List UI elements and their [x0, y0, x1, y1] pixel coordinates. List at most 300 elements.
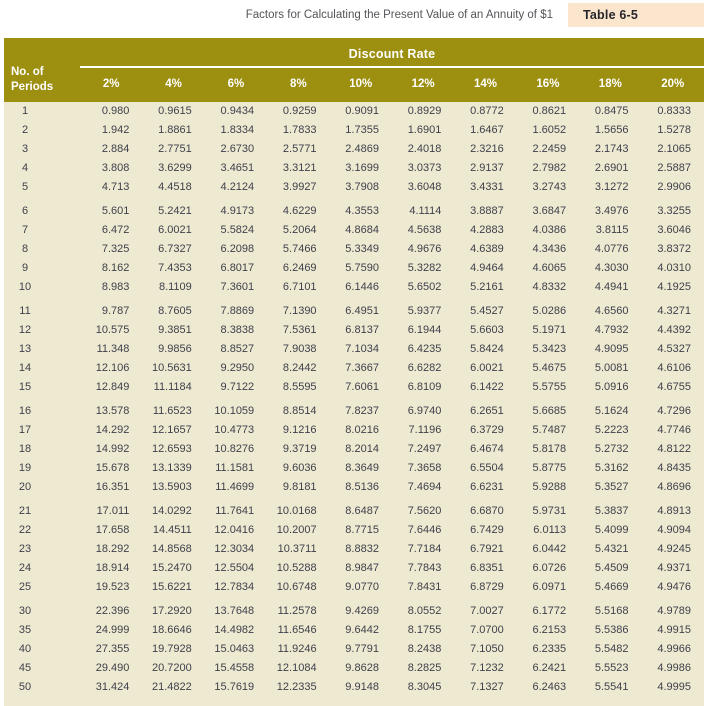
- factor-cell: 11.6523: [142, 402, 204, 421]
- factor-cell: 7.1327: [454, 678, 516, 697]
- factor-cell: 6.1446: [330, 278, 392, 297]
- factor-cell: 6.1422: [454, 378, 516, 397]
- factor-cell: 3.8887: [454, 202, 516, 221]
- factor-cell: 5.3349: [330, 240, 392, 259]
- page-title: Factors for Calculating the Present Value of an Annuity of $1: [245, 9, 553, 21]
- factor-cell: 2.7982: [517, 159, 579, 178]
- factor-cell: 6.0442: [517, 540, 579, 559]
- column-header-18pct: 18%: [579, 67, 641, 102]
- factor-cell: 3.808: [80, 159, 142, 178]
- factor-cell: 13.1339: [142, 459, 204, 478]
- factor-cell: 3.8115: [579, 221, 641, 240]
- factor-cell: 7.1232: [454, 659, 516, 678]
- period-cell: 2: [4, 121, 80, 140]
- factor-cell: 4.9789: [642, 602, 704, 621]
- period-cell: 20: [4, 478, 80, 497]
- factor-cell: 1.5656: [579, 121, 641, 140]
- table-row: [4, 359, 704, 378]
- table-row: [4, 621, 704, 640]
- factor-cell: 7.3601: [205, 278, 267, 297]
- factor-cell: 8.3649: [330, 459, 392, 478]
- factor-cell: 5.8424: [454, 340, 516, 359]
- period-cell: 21: [4, 502, 80, 521]
- period-cell: 9: [4, 259, 80, 278]
- factor-cell: 4.3553: [330, 202, 392, 221]
- table-row: [4, 521, 704, 540]
- period-cell: 4: [4, 159, 80, 178]
- factor-cell: 4.9966: [642, 640, 704, 659]
- factor-cell: 0.8621: [517, 102, 579, 121]
- factor-cell: 7.0027: [454, 602, 516, 621]
- factor-cell: 10.5631: [142, 359, 204, 378]
- factor-cell: 0.9259: [267, 102, 329, 121]
- factor-cell: 7.6446: [392, 521, 454, 540]
- table-row: [4, 640, 704, 659]
- factor-cell: 4.8435: [642, 459, 704, 478]
- factor-cell: 2.6730: [205, 140, 267, 159]
- table-row: [4, 121, 704, 140]
- factor-cell: 7.7184: [392, 540, 454, 559]
- factor-cell: 19.7928: [142, 640, 204, 659]
- factor-cell: 5.4321: [579, 540, 641, 559]
- factor-cell: 7.7843: [392, 559, 454, 578]
- factor-cell: 7.1050: [454, 640, 516, 659]
- factor-cell: 5.4527: [454, 302, 516, 321]
- factor-cell: 11.1184: [142, 378, 204, 397]
- factor-cell: 7.3667: [330, 359, 392, 378]
- factor-table: [4, 38, 704, 697]
- table-row: [4, 659, 704, 678]
- factor-cell: 12.3034: [205, 540, 267, 559]
- factor-cell: 10.0168: [267, 502, 329, 521]
- factor-cell: 4.6560: [579, 302, 641, 321]
- factor-cell: 19.523: [80, 578, 142, 597]
- factor-cell: 6.1772: [517, 602, 579, 621]
- factor-cell: 3.6299: [142, 159, 204, 178]
- factor-cell: 5.1971: [517, 321, 579, 340]
- factor-cell: 17.658: [80, 521, 142, 540]
- factor-cell: 4.2883: [454, 221, 516, 240]
- factor-cell: 29.490: [80, 659, 142, 678]
- factor-cell: 6.9740: [392, 402, 454, 421]
- table-row: [4, 378, 704, 397]
- factor-cell: 6.4674: [454, 440, 516, 459]
- period-cell: 50: [4, 678, 80, 697]
- factor-cell: 8.3838: [205, 321, 267, 340]
- factor-cell: 14.292: [80, 421, 142, 440]
- factor-cell: 5.5755: [517, 378, 579, 397]
- factor-cell: 3.4651: [205, 159, 267, 178]
- factor-cell: 5.0286: [517, 302, 579, 321]
- factor-cell: 9.3719: [267, 440, 329, 459]
- factor-cell: 9.8628: [330, 659, 392, 678]
- factor-cell: 2.9137: [454, 159, 516, 178]
- factor-cell: 6.6870: [454, 502, 516, 521]
- factor-cell: 13.578: [80, 402, 142, 421]
- factor-cell: 6.2651: [454, 402, 516, 421]
- factor-cell: 20.7200: [142, 659, 204, 678]
- factor-cell: 5.2223: [579, 421, 641, 440]
- factor-cell: 9.4269: [330, 602, 392, 621]
- factor-cell: 2.1743: [579, 140, 641, 159]
- period-cell: 16: [4, 402, 80, 421]
- factor-cell: 5.1624: [579, 402, 641, 421]
- factor-cell: 6.0113: [517, 521, 579, 540]
- factor-cell: 5.9377: [392, 302, 454, 321]
- factor-cell: 17.2920: [142, 602, 204, 621]
- factor-cell: 7.0700: [454, 621, 516, 640]
- factor-cell: 2.1065: [642, 140, 704, 159]
- factor-cell: 3.6048: [392, 178, 454, 197]
- factor-cell: 22.396: [80, 602, 142, 621]
- factor-cell: 4.0386: [517, 221, 579, 240]
- factor-cell: 2.4869: [330, 140, 392, 159]
- factor-cell: 4.3271: [642, 302, 704, 321]
- factor-cell: 6.4235: [392, 340, 454, 359]
- period-cell: 7: [4, 221, 80, 240]
- factor-cell: 5.2161: [454, 278, 516, 297]
- table-row: [4, 221, 704, 240]
- period-cell: 13: [4, 340, 80, 359]
- factor-cell: 15.6221: [142, 578, 204, 597]
- factor-cell: 4.2124: [205, 178, 267, 197]
- factor-cell: 5.4669: [579, 578, 641, 597]
- factor-cell: 4.6106: [642, 359, 704, 378]
- factor-cell: 0.8475: [579, 102, 641, 121]
- factor-cell: 4.9173: [205, 202, 267, 221]
- factor-cell: 2.884: [80, 140, 142, 159]
- factor-cell: 5.3837: [579, 502, 641, 521]
- factor-cell: 9.6036: [267, 459, 329, 478]
- table-row: [4, 459, 704, 478]
- factor-cell: 6.8729: [454, 578, 516, 597]
- factor-cell: 5.7487: [517, 421, 579, 440]
- table-row: [4, 321, 704, 340]
- factor-cell: 6.2469: [267, 259, 329, 278]
- factor-cell: 2.5771: [267, 140, 329, 159]
- factor-cell: 9.0770: [330, 578, 392, 597]
- factor-cell: 5.4675: [517, 359, 579, 378]
- factor-cell: 5.601: [80, 202, 142, 221]
- factor-cell: 9.1216: [267, 421, 329, 440]
- period-cell: 3: [4, 140, 80, 159]
- factor-cell: 8.1755: [392, 621, 454, 640]
- factor-cell: 5.6603: [454, 321, 516, 340]
- factor-cell: 4.9676: [392, 240, 454, 259]
- factor-cell: 3.0373: [392, 159, 454, 178]
- period-cell: 40: [4, 640, 80, 659]
- factor-cell: 5.2732: [579, 440, 641, 459]
- factor-cell: 4.9476: [642, 578, 704, 597]
- factor-cell: 7.6061: [330, 378, 392, 397]
- factor-cell: 15.4558: [205, 659, 267, 678]
- factor-cell: 8.1109: [142, 278, 204, 297]
- factor-cell: 2.4018: [392, 140, 454, 159]
- factor-cell: 6.7921: [454, 540, 516, 559]
- rate-header-row: [4, 67, 704, 102]
- table-row: [4, 678, 704, 697]
- factor-cell: 9.9148: [330, 678, 392, 697]
- factor-cell: 10.8276: [205, 440, 267, 459]
- factor-cell: 3.2743: [517, 178, 579, 197]
- factor-cell: 9.2950: [205, 359, 267, 378]
- table-row: [4, 159, 704, 178]
- table-row: [4, 178, 704, 197]
- factor-cell: 4.5327: [642, 340, 704, 359]
- factor-cell: 15.7619: [205, 678, 267, 697]
- factor-cell: 4.9095: [579, 340, 641, 359]
- table-row: [4, 278, 704, 297]
- factor-cell: 0.9615: [142, 102, 204, 121]
- period-cell: 17: [4, 421, 80, 440]
- factor-cell: 4.7746: [642, 421, 704, 440]
- table-row: [4, 202, 704, 221]
- factor-cell: 0.9091: [330, 102, 392, 121]
- factor-cell: 10.5288: [267, 559, 329, 578]
- period-cell: 24: [4, 559, 80, 578]
- factor-cell: 7.4694: [392, 478, 454, 497]
- table-row: [4, 240, 704, 259]
- factor-cell: 4.6389: [454, 240, 516, 259]
- factor-cell: 4.9094: [642, 521, 704, 540]
- factor-cell: 2.3216: [454, 140, 516, 159]
- table-bottom-padding: [4, 697, 704, 706]
- table-row: [4, 102, 704, 121]
- factor-cell: 8.7715: [330, 521, 392, 540]
- factor-cell: 15.678: [80, 459, 142, 478]
- factor-cell: 9.8181: [267, 478, 329, 497]
- factor-cell: 4.8696: [642, 478, 704, 497]
- factor-cell: 12.7834: [205, 578, 267, 597]
- factor-cell: 0.980: [80, 102, 142, 121]
- period-cell: 12: [4, 321, 80, 340]
- factor-cell: 6.7101: [267, 278, 329, 297]
- factor-cell: 7.8237: [330, 402, 392, 421]
- factor-cell: 1.942: [80, 121, 142, 140]
- period-cell: 11: [4, 302, 80, 321]
- factor-cell: 6.2335: [517, 640, 579, 659]
- column-header-10pct: 10%: [330, 67, 392, 102]
- factor-cell: 7.325: [80, 240, 142, 259]
- factor-cell: 21.4822: [142, 678, 204, 697]
- factor-cell: 3.8372: [642, 240, 704, 259]
- title-bar: [0, 0, 704, 38]
- present-value-annuity-table: [4, 38, 704, 697]
- factor-cell: 8.2438: [392, 640, 454, 659]
- factor-cell: 4.4392: [642, 321, 704, 340]
- period-cell: 22: [4, 521, 80, 540]
- column-header-14pct: 14%: [454, 67, 516, 102]
- factor-cell: 2.6901: [579, 159, 641, 178]
- factor-cell: 7.5361: [267, 321, 329, 340]
- factor-cell: 4.9245: [642, 540, 704, 559]
- factor-cell: 4.9464: [454, 259, 516, 278]
- factor-cell: 5.5824: [205, 221, 267, 240]
- factor-cell: 7.1390: [267, 302, 329, 321]
- factor-cell: 0.8772: [454, 102, 516, 121]
- factor-cell: 4.0310: [642, 259, 704, 278]
- factor-cell: 5.3527: [579, 478, 641, 497]
- period-cell: 1: [4, 102, 80, 121]
- factor-cell: 13.7648: [205, 602, 267, 621]
- table-number-label: Table 6-5: [568, 3, 704, 27]
- factor-cell: 2.5887: [642, 159, 704, 178]
- column-header-16pct: 16%: [517, 67, 579, 102]
- factor-cell: 4.8684: [330, 221, 392, 240]
- factor-cell: 6.2421: [517, 659, 579, 678]
- factor-cell: 0.8333: [642, 102, 704, 121]
- factor-cell: 10.2007: [267, 521, 329, 540]
- table-row: [4, 402, 704, 421]
- factor-cell: 4.713: [80, 178, 142, 197]
- period-cell: 15: [4, 378, 80, 397]
- period-cell: 30: [4, 602, 80, 621]
- factor-cell: 8.0552: [392, 602, 454, 621]
- factor-cell: 5.9288: [517, 478, 579, 497]
- factor-cell: 5.6685: [517, 402, 579, 421]
- factor-cell: 3.9927: [267, 178, 329, 197]
- factor-cell: 13.5903: [142, 478, 204, 497]
- factor-cell: 5.9731: [517, 502, 579, 521]
- factor-cell: 1.5278: [642, 121, 704, 140]
- period-cell: 5: [4, 178, 80, 197]
- factor-cell: 5.3423: [517, 340, 579, 359]
- factor-cell: 5.7466: [267, 240, 329, 259]
- table-row: [4, 540, 704, 559]
- period-cell: 25: [4, 578, 80, 597]
- factor-cell: 9.6442: [330, 621, 392, 640]
- factor-cell: 3.3255: [642, 202, 704, 221]
- factor-cell: 4.6229: [267, 202, 329, 221]
- column-header-4pct: 4%: [142, 67, 204, 102]
- factor-cell: 6.6231: [454, 478, 516, 497]
- factor-cell: 5.4509: [579, 559, 641, 578]
- factor-cell: 6.8137: [330, 321, 392, 340]
- factor-cell: 6.8109: [392, 378, 454, 397]
- factor-cell: 2.7751: [142, 140, 204, 159]
- table-row: [4, 440, 704, 459]
- factor-cell: 5.8775: [517, 459, 579, 478]
- factor-cell: 5.0916: [579, 378, 641, 397]
- factor-cell: 4.6065: [517, 259, 579, 278]
- factor-cell: 8.9847: [330, 559, 392, 578]
- factor-cell: 9.7791: [330, 640, 392, 659]
- factor-cell: 6.8017: [205, 259, 267, 278]
- factor-cell: 4.1925: [642, 278, 704, 297]
- factor-cell: 15.0463: [205, 640, 267, 659]
- factor-cell: 7.8869: [205, 302, 267, 321]
- factor-cell: 1.6467: [454, 121, 516, 140]
- factor-cell: 5.5523: [579, 659, 641, 678]
- factor-cell: 4.5638: [392, 221, 454, 240]
- periods-column-header: [4, 38, 80, 102]
- factor-cell: 7.8431: [392, 578, 454, 597]
- factor-cell: 5.4099: [579, 521, 641, 540]
- factor-cell: 9.9856: [142, 340, 204, 359]
- factor-cell: 4.7296: [642, 402, 704, 421]
- factor-cell: 3.6046: [642, 221, 704, 240]
- factor-cell: 6.1944: [392, 321, 454, 340]
- factor-cell: 8.2014: [330, 440, 392, 459]
- factor-cell: 1.6901: [392, 121, 454, 140]
- table-row: [4, 421, 704, 440]
- column-header-12pct: 12%: [392, 67, 454, 102]
- factor-cell: 2.2459: [517, 140, 579, 159]
- factor-cell: 11.7641: [205, 502, 267, 521]
- factor-cell: 14.8568: [142, 540, 204, 559]
- table-header: [4, 38, 704, 102]
- factor-cell: 8.2825: [392, 659, 454, 678]
- factor-cell: 4.7932: [579, 321, 641, 340]
- factor-cell: 3.3121: [267, 159, 329, 178]
- factor-cell: 6.0021: [454, 359, 516, 378]
- factor-cell: 4.8913: [642, 502, 704, 521]
- period-cell: 45: [4, 659, 80, 678]
- factor-cell: 5.2064: [267, 221, 329, 240]
- factor-cell: 6.472: [80, 221, 142, 240]
- factor-cell: 12.1084: [267, 659, 329, 678]
- factor-cell: 4.3436: [517, 240, 579, 259]
- factor-cell: 6.2098: [205, 240, 267, 259]
- factor-cell: 8.8832: [330, 540, 392, 559]
- factor-cell: 14.0292: [142, 502, 204, 521]
- factor-cell: 4.6755: [642, 378, 704, 397]
- factor-cell: 9.787: [80, 302, 142, 321]
- factor-cell: 10.1059: [205, 402, 267, 421]
- factor-cell: 4.8332: [517, 278, 579, 297]
- factor-cell: 5.3282: [392, 259, 454, 278]
- factor-cell: 9.7122: [205, 378, 267, 397]
- factor-cell: 14.992: [80, 440, 142, 459]
- factor-cell: 4.9915: [642, 621, 704, 640]
- factor-cell: 4.1114: [392, 202, 454, 221]
- factor-cell: 8.6487: [330, 502, 392, 521]
- factor-cell: 6.6282: [392, 359, 454, 378]
- factor-cell: 7.4353: [142, 259, 204, 278]
- factor-cell: 5.6502: [392, 278, 454, 297]
- period-cell: 18: [4, 440, 80, 459]
- factor-cell: 11.6546: [267, 621, 329, 640]
- factor-cell: 6.0726: [517, 559, 579, 578]
- factor-cell: 10.575: [80, 321, 142, 340]
- factor-cell: 7.1034: [330, 340, 392, 359]
- factor-cell: 2.9906: [642, 178, 704, 197]
- factor-cell: 3.1272: [579, 178, 641, 197]
- factor-cell: 4.4518: [142, 178, 204, 197]
- factor-cell: 6.8351: [454, 559, 516, 578]
- factor-cell: 8.2442: [267, 359, 329, 378]
- factor-cell: 1.7833: [267, 121, 329, 140]
- factor-cell: 18.292: [80, 540, 142, 559]
- factor-cell: 11.348: [80, 340, 142, 359]
- table-body: [4, 102, 704, 697]
- factor-cell: 12.106: [80, 359, 142, 378]
- factor-cell: 12.849: [80, 378, 142, 397]
- factor-cell: 4.9986: [642, 659, 704, 678]
- period-cell: 10: [4, 278, 80, 297]
- factor-cell: 4.9371: [642, 559, 704, 578]
- factor-cell: 7.3658: [392, 459, 454, 478]
- factor-cell: 11.4699: [205, 478, 267, 497]
- factor-cell: 12.2335: [267, 678, 329, 697]
- factor-cell: 3.6847: [517, 202, 579, 221]
- factor-cell: 4.9995: [642, 678, 704, 697]
- table-row: [4, 578, 704, 597]
- factor-cell: 18.6646: [142, 621, 204, 640]
- factor-cell: 24.999: [80, 621, 142, 640]
- factor-cell: 4.4941: [579, 278, 641, 297]
- column-header-20pct: 20%: [642, 67, 704, 102]
